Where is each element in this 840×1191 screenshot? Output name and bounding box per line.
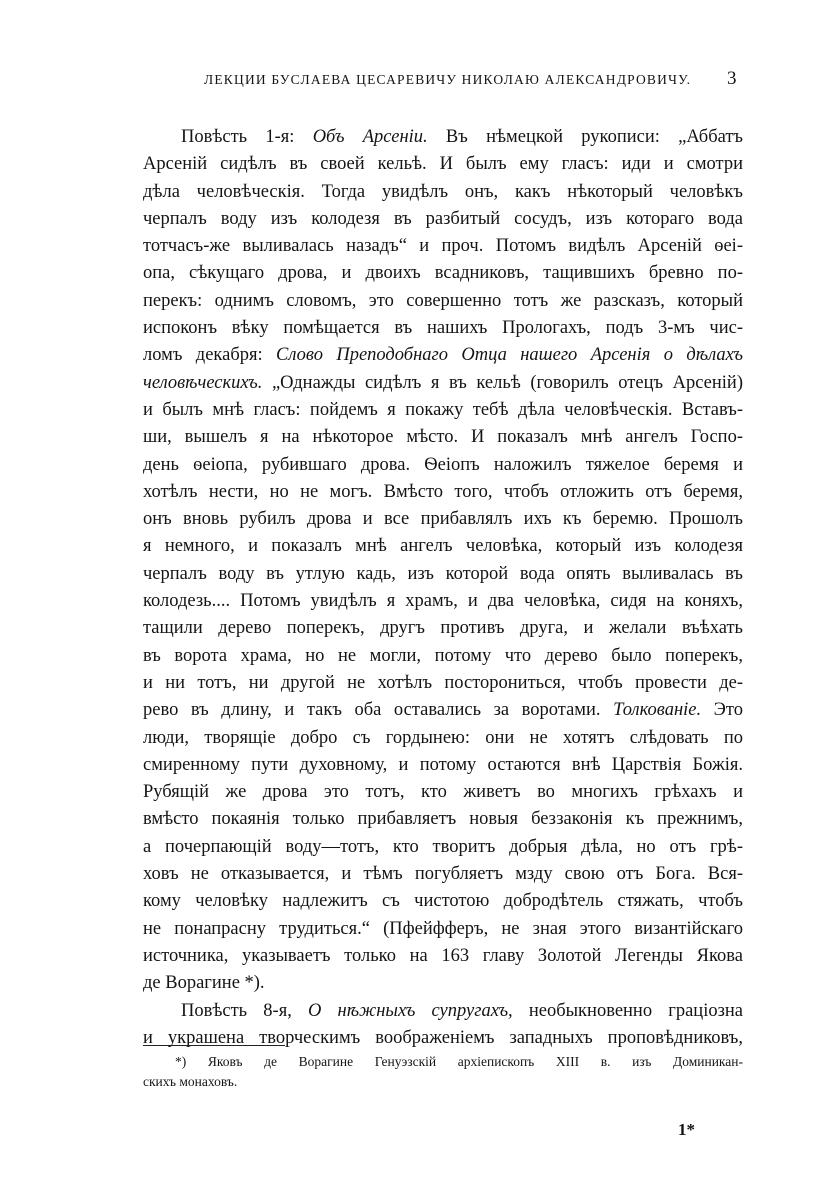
text-line xyxy=(143,533,743,560)
text-run: тотчасъ-же выливалась назадъ“ и проч. Потомъ видѣлъ Арсеній ѳеі- xyxy=(143,236,743,257)
text-line xyxy=(143,342,743,369)
text-line xyxy=(143,806,743,833)
text-line xyxy=(143,452,743,479)
text-run: ломъ декабря: xyxy=(143,345,277,366)
text-run: люди, творящіе добро съ гордынею: они не хотятъ слѣдовать по xyxy=(143,727,743,748)
text-line xyxy=(143,943,743,970)
italic-text: Объ Арсеніи. xyxy=(312,127,428,147)
text-line xyxy=(143,397,743,424)
text-run: онъ вновь рубилъ дрова и все прибавлялъ ихъ къ беремю. Прошолъ xyxy=(143,509,743,530)
text-run: „Однажды сидѣлъ я въ кельѣ (говорилъ отецъ Арсеній) xyxy=(262,372,743,393)
text-line xyxy=(143,725,743,752)
text-line xyxy=(143,506,743,533)
text-line xyxy=(143,998,743,1025)
text-line xyxy=(143,424,743,451)
text-run: Повѣсть 8-я, xyxy=(181,1000,308,1021)
italic-text: Слово Преподобнаго Отца нашего Арсенія о дѣлахъ xyxy=(276,345,743,366)
text-line xyxy=(143,588,743,615)
text-run: черпалъ воду изъ колодезя въ разбитый сосудъ, изъ котораго вода xyxy=(143,208,743,229)
text-line xyxy=(143,670,743,697)
text-line xyxy=(143,233,743,260)
text-run: ши, вышелъ я на нѣкоторое мѣсто. И показалъ мнѣ ангелъ Госпо- xyxy=(143,427,743,448)
footnote-line: скихъ монаховъ. xyxy=(143,1074,238,1089)
signature-mark: 1* xyxy=(678,1120,695,1139)
text-line xyxy=(143,834,743,861)
text-run: тащили дерево поперекъ, другъ противъ друга, и желали въѣхать xyxy=(143,618,743,639)
text-line xyxy=(143,970,743,997)
text-line xyxy=(143,206,743,233)
text-run: необыкновенно граціозна xyxy=(512,1000,743,1021)
text-run: источника, указываетъ только на 163 главу Золотой Легенды Якова xyxy=(143,945,743,966)
text-line xyxy=(143,697,743,724)
text-line xyxy=(143,916,743,943)
text-run: и ни тотъ, ни другой не хотѣлъ посторониться, чтобъ провести де- xyxy=(143,672,743,693)
text-line xyxy=(143,561,743,588)
text-line xyxy=(143,1025,743,1052)
text-line xyxy=(143,288,743,315)
text-run: опа, сѣкущаго дрова, и двоихъ всадниковъ, тащившихъ бревно по- xyxy=(143,263,743,284)
footnote-divider xyxy=(143,1045,285,1046)
text-run: день ѳеіопа, рубившаго дрова. Ѳеіопъ наложилъ тяжелое беремя и xyxy=(143,454,743,475)
text-line xyxy=(143,260,743,287)
running-title: ЛЕКЦИИ БУСЛАЕВА ЦЕСАРЕВИЧУ НИКОЛАЮ АЛЕКСАНДРОВИЧУ. xyxy=(204,72,692,87)
text-run: въ ворота храма, но не могли, потому что дерево было поперекъ, xyxy=(143,645,743,666)
text-run: де Ворагине *). xyxy=(143,973,265,994)
footnotes xyxy=(143,1052,743,1092)
text-line xyxy=(143,888,743,915)
italic-text: Толкованіе. xyxy=(613,700,702,721)
italic-text: человѣческихъ. xyxy=(143,372,263,393)
text-line xyxy=(143,779,743,806)
text-run: Повѣсть 1-я: xyxy=(181,127,313,147)
text-line xyxy=(143,179,743,206)
text-line xyxy=(143,479,743,506)
page-number: 3 xyxy=(727,68,737,89)
text-run: Рубящій же дрова это тотъ, кто живетъ во многихъ грѣхахъ и xyxy=(143,782,743,803)
text-run: ховъ не отказывается, и тѣмъ погубляетъ мзду свою отъ Бога. Вся- xyxy=(143,864,743,885)
text-line xyxy=(143,370,743,397)
text-line xyxy=(143,643,743,670)
text-run: не понапрасну трудиться.“ (Пфейфферъ, не зная этого византійскаго xyxy=(143,918,743,939)
text-run: Это xyxy=(701,700,743,721)
text-line xyxy=(143,752,743,779)
text-run: а почерпающій воду—тотъ, кто творитъ добрыя дѣла, но отъ грѣ- xyxy=(143,836,743,857)
italic-text: О нѣжныхъ супругахъ, xyxy=(308,1000,513,1021)
text-run: черпалъ воду въ утлую кадь, изъ которой вода опять выливалась въ xyxy=(143,563,743,584)
text-run: испоконъ вѣку помѣщается въ нашихъ Прологахъ, подъ 3-мъ чис- xyxy=(143,318,743,339)
text-run: Арсеній сидѣлъ въ своей кельѣ. И былъ ему гласъ: иди и смотри xyxy=(143,154,743,175)
text-run: дѣла человѣческія. Тогда увидѣлъ онъ, какъ нѣкоторый человѣкъ xyxy=(143,181,743,202)
text-line xyxy=(143,615,743,642)
text-line xyxy=(143,151,743,178)
text-run: вмѣсто покаянія только прибавляетъ новыя беззаконія къ прежнимъ, xyxy=(143,809,743,830)
text-run: рево въ длину, и такъ оба оставались за воротами. xyxy=(143,700,614,721)
text-line xyxy=(143,124,743,151)
text-run: перекъ: однимъ словомъ, это совершенно тотъ же разсказъ, который xyxy=(143,290,743,311)
text-run: хотѣлъ нести, но не могъ. Вмѣсто того, чтобъ отложить отъ беремя, xyxy=(143,481,743,502)
text-line xyxy=(143,315,743,342)
text-line xyxy=(143,861,743,888)
text-run: колодезь.... Потомъ увидѣлъ я храмъ, и два человѣка, сидя на коняхъ, xyxy=(143,591,743,612)
text-run: и украшена творческимъ воображеніемъ западныхъ проповѣдниковъ, xyxy=(143,1027,743,1048)
text-run: смиренному пути духовному, и потому остаются внѣ Царствія Божія. xyxy=(143,754,743,775)
text-run: я немного, и показалъ мнѣ ангелъ человѣка, который изъ колодезя xyxy=(143,536,743,557)
text-run: кому человѣку надлежитъ съ чистотою добродѣтель стяжать, чтобъ xyxy=(143,891,743,912)
footnote-line: *) Яковъ де Ворагине Генуэзскій архіепископъ XIII в. изъ Доминикан- xyxy=(175,1054,743,1069)
text-run: и былъ мнѣ гласъ: пойдемъ я покажу тебѣ дѣла человѣческія. Вставъ- xyxy=(143,399,743,420)
body-text xyxy=(143,124,743,1052)
text-run: Въ нѣмецкой рукописи: „Аббатъ xyxy=(427,127,743,147)
